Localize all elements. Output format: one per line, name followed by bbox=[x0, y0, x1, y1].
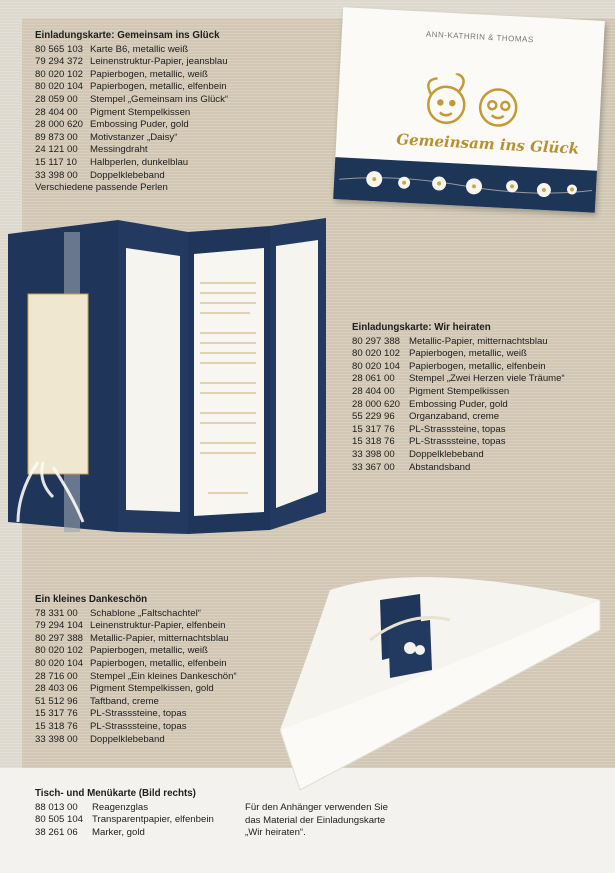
item-code: 28 061 00 bbox=[352, 373, 395, 385]
list-item bbox=[352, 436, 565, 449]
item-description: Pigment Stempelkissen bbox=[90, 106, 191, 118]
rows-danke bbox=[35, 608, 237, 747]
list-item bbox=[35, 645, 237, 658]
item-code: 55 229 96 bbox=[352, 411, 395, 423]
card-stamp-text: Gemeinsam ins Glück bbox=[395, 130, 580, 158]
list-item bbox=[35, 56, 228, 69]
note-line-2: das Material der Einladungskarte bbox=[245, 814, 386, 826]
list-item bbox=[35, 170, 228, 183]
list-tisch bbox=[35, 788, 214, 839]
item-description: Karte B6, metallic weiß bbox=[90, 43, 189, 55]
trifold-card-wir-heiraten bbox=[8, 212, 328, 537]
list-item bbox=[352, 386, 565, 399]
item-code: 80 020 104 bbox=[352, 360, 401, 372]
item-code: 33 398 00 bbox=[35, 733, 78, 745]
card-gemeinsam-ins-glueck bbox=[333, 7, 605, 212]
note-line-1: Für den Anhänger verwenden Sie bbox=[245, 802, 388, 813]
item-description: Abstandsband bbox=[409, 461, 471, 473]
item-code: 78 331 00 bbox=[35, 607, 78, 619]
item-code: 33 398 00 bbox=[35, 169, 78, 181]
list-item bbox=[35, 633, 237, 646]
heading-gemeinsam: Einladungskarte: Gemeinsam ins Glück bbox=[35, 30, 220, 41]
list-item bbox=[352, 411, 565, 424]
item-description: Metallic-Papier, mitternachtsblau bbox=[409, 335, 548, 347]
item-description: Leinenstruktur-Papier, elfenbein bbox=[90, 620, 226, 632]
item-description: Pigment Stempelkissen, gold bbox=[90, 683, 214, 695]
item-code: 88 013 00 bbox=[35, 801, 78, 813]
item-description: Embossing Puder, gold bbox=[409, 398, 508, 410]
item-description: Schablone „Faltschachtel“ bbox=[90, 607, 201, 619]
item-code: 80 565 103 bbox=[35, 43, 84, 55]
item-code: 28 000 620 bbox=[35, 119, 84, 131]
list-item bbox=[352, 373, 565, 386]
item-description: Embossing Puder, gold bbox=[90, 119, 189, 131]
item-code: 79 294 104 bbox=[35, 620, 84, 632]
list-item bbox=[352, 399, 565, 412]
heading-tisch: Tisch- und Menükarte (Bild rechts) bbox=[35, 788, 196, 799]
list-item bbox=[35, 708, 237, 721]
item-code: 80 020 102 bbox=[35, 68, 84, 80]
item-code: 38 261 06 bbox=[35, 826, 78, 838]
list-item bbox=[35, 608, 237, 621]
list-item bbox=[35, 81, 228, 94]
item-code: 80 020 102 bbox=[352, 348, 401, 360]
list-item bbox=[35, 44, 228, 57]
item-code: 28 000 620 bbox=[352, 398, 401, 410]
item-code: 15 317 76 bbox=[35, 708, 78, 720]
list-danke bbox=[35, 594, 237, 746]
item-description: Papierbogen, metallic, weiß bbox=[90, 68, 208, 80]
item-description: Papierbogen, metallic, weiß bbox=[409, 348, 527, 360]
item-code: 80 020 102 bbox=[35, 645, 84, 657]
list-item bbox=[35, 94, 228, 107]
item-code: 80 505 104 bbox=[35, 814, 84, 826]
item-code: 28 059 00 bbox=[35, 93, 78, 105]
item-description: Doppelklebeband bbox=[409, 448, 484, 460]
list-item bbox=[35, 696, 237, 709]
rows-gemeinsam bbox=[35, 44, 228, 183]
item-code: 24 121 00 bbox=[35, 144, 78, 156]
item-code: 33 398 00 bbox=[352, 448, 395, 460]
item-code: 51 512 96 bbox=[35, 695, 78, 707]
item-description: Marker, gold bbox=[92, 826, 145, 838]
list-item bbox=[35, 157, 228, 170]
item-description: Papierbogen, metallic, elfenbein bbox=[90, 657, 227, 669]
list-item bbox=[352, 361, 565, 374]
list-gemeinsam bbox=[35, 30, 228, 195]
list-item bbox=[352, 336, 565, 349]
list-heiraten bbox=[352, 322, 565, 474]
item-description: PL-Strasssteine, topas bbox=[90, 708, 187, 720]
item-code: 28 404 00 bbox=[352, 385, 395, 397]
item-code: 33 367 00 bbox=[352, 461, 395, 473]
list-item bbox=[35, 721, 237, 734]
list-item bbox=[35, 132, 228, 145]
item-description: Stempel „Ein kleines Dankeschön“ bbox=[90, 670, 237, 682]
item-description: Halbperlen, dunkelblau bbox=[90, 156, 189, 168]
list-item bbox=[35, 814, 214, 827]
item-description: Stempel „Zwei Herzen viele Träume“ bbox=[409, 373, 565, 385]
footer-gemeinsam: Verschiedene passende Perlen bbox=[35, 182, 168, 194]
rows-heiraten bbox=[352, 336, 565, 475]
item-description: Taftband, creme bbox=[90, 695, 159, 707]
item-description: Organzaband, creme bbox=[409, 411, 500, 423]
item-code: 28 404 00 bbox=[35, 106, 78, 118]
list-item bbox=[352, 424, 565, 437]
list-item bbox=[35, 734, 237, 747]
item-code: 28 403 06 bbox=[35, 683, 78, 695]
heading-danke: Ein kleines Dankeschön bbox=[35, 594, 148, 605]
item-description: Papierbogen, metallic, elfenbein bbox=[409, 360, 546, 372]
item-description: Transparentpapier, elfenbein bbox=[92, 814, 214, 826]
list-item bbox=[35, 144, 228, 157]
figures-illustration bbox=[407, 71, 540, 138]
heading-heiraten: Einladungskarte: Wir heiraten bbox=[352, 322, 491, 333]
list-item bbox=[35, 658, 237, 671]
card-names: ANN-KATHRIN & THOMAS bbox=[425, 29, 534, 45]
item-description: Doppelklebeband bbox=[90, 169, 165, 181]
item-description: PL-Strasssteine, topas bbox=[90, 720, 187, 732]
item-description: Messingdraht bbox=[90, 144, 148, 156]
item-code: 80 020 104 bbox=[35, 657, 84, 669]
list-item bbox=[35, 827, 214, 840]
item-code: 80 297 388 bbox=[35, 632, 84, 644]
note-anhaenger bbox=[245, 802, 388, 840]
list-item bbox=[35, 69, 228, 82]
list-item bbox=[352, 462, 565, 475]
item-code: 15 317 76 bbox=[352, 423, 395, 435]
list-item bbox=[352, 449, 565, 462]
item-code: 80 020 104 bbox=[35, 81, 84, 93]
item-description: Motivstanzer „Daisy“ bbox=[90, 131, 178, 143]
item-code: 15 318 76 bbox=[352, 436, 395, 448]
list-item bbox=[35, 107, 228, 120]
note-line-3: „Wir heiraten“. bbox=[245, 827, 306, 839]
item-description: Papierbogen, metallic, elfenbein bbox=[90, 81, 227, 93]
item-code: 79 294 372 bbox=[35, 56, 84, 68]
item-description: Doppelklebeband bbox=[90, 733, 165, 745]
item-description: Pigment Stempelkissen bbox=[409, 385, 510, 397]
item-description: Leinenstruktur-Papier, jeansblau bbox=[90, 56, 228, 68]
item-description: Stempel „Gemeinsam ins Glück“ bbox=[90, 93, 229, 105]
item-code: 15 117 10 bbox=[35, 156, 77, 168]
list-item bbox=[35, 119, 228, 132]
list-item bbox=[352, 348, 565, 361]
item-code: 28 716 00 bbox=[35, 670, 78, 682]
item-description: Reagenzglas bbox=[92, 801, 149, 813]
item-code: 89 873 00 bbox=[35, 131, 78, 143]
item-description: Papierbogen, metallic, weiß bbox=[90, 645, 208, 657]
item-description: PL-Strasssteine, topas bbox=[409, 436, 506, 448]
pillow-box-dankeschoen bbox=[270, 540, 610, 800]
list-item bbox=[35, 683, 237, 696]
item-description: PL-Strasssteine, topas bbox=[409, 423, 506, 435]
list-item bbox=[35, 802, 214, 815]
item-code: 15 318 76 bbox=[35, 720, 78, 732]
list-item bbox=[35, 671, 237, 684]
item-description: Metallic-Papier, mitternachtsblau bbox=[90, 632, 229, 644]
item-code: 80 297 388 bbox=[352, 335, 401, 347]
rows-tisch bbox=[35, 802, 214, 840]
list-item bbox=[35, 620, 237, 633]
